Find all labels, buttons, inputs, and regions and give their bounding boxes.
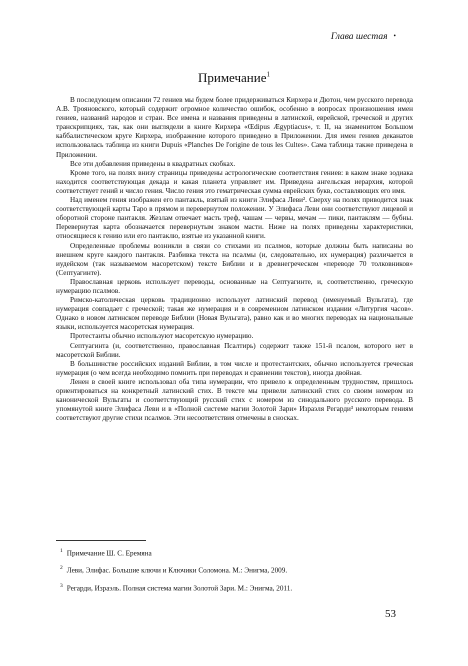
page-number: 53 bbox=[385, 608, 396, 620]
footnote-mark: 2 bbox=[60, 565, 63, 572]
paragraph-11: Ленен в своей книге использовал оба типа нумерации, что привело к определенным трудностям, пришлось ориентироваться на конкретный латинский стих. В тексте мы привели латинский стих со своим номером из канонической Вульгаты и соответствующий русский стих с номером из синодального русского перевода. В упомянутой книге Элифаса Леви и в «Полной системе магии Золотой Зари» Израэля Регарди³ некоторым гениям соответствуют другие стихи псалмов. Эти несоответствия отмечены в сносках. bbox=[56, 377, 413, 423]
footnote-3 bbox=[60, 582, 413, 593]
footnote-rule bbox=[56, 540, 146, 541]
footnote-mark: 1 bbox=[60, 548, 63, 554]
paragraph-2: Все эти добавления приведены в квадратных скобках. bbox=[70, 159, 236, 168]
section-title bbox=[0, 70, 468, 86]
footnote-2 bbox=[60, 564, 413, 575]
footnote-1 bbox=[60, 547, 413, 558]
footnote-text: Регарди, Израэль. Полная система магии Золотой Зари. М.: Энигма, 2011. bbox=[66, 584, 293, 593]
section-title-text: Примечание bbox=[197, 70, 267, 85]
running-head bbox=[331, 32, 396, 42]
footnotes bbox=[56, 547, 413, 599]
paragraph-6: Православная церковь использует переводы, основанные на Септуагинте, и, соответственно, греческую нумерацию псалмов. bbox=[56, 277, 413, 295]
paragraph-3: Кроме того, на полях внизу страницы приведены астрологические соответствия гениев: в каком знаке зодиака находится соответствующая декада и какая планета управляет им. Приведена ангельская иерархия, которой соответствует гений и число гения. Число гения это гематрическая сумма еврейских букв, составляющих его имя. bbox=[56, 168, 413, 195]
paragraph-9: Септуагинта (и, соответственно, православная Псалтирь) содержит также 151-й псалом, которого нет в масоретской Библии. bbox=[56, 341, 413, 359]
footnote-text: Примечание Ш. С. Еремяна bbox=[66, 549, 152, 558]
running-head-bullet: • bbox=[393, 32, 396, 40]
paragraph-7: Римско-католическая церковь традиционно использует латинский перевод (именуемый Вульгата), где нумерация совпадает с греческой; такая же нумерация и в современном латинском издании «Литургия часов». Однако в новом латинском переводе Библии (Новая Вульгата), равно как и во многих переводах на национальные языки, используется масоретская нумерация. bbox=[56, 296, 413, 332]
paragraph-8: Протестанты обычно используют масоретскую нумерацию. bbox=[70, 332, 254, 341]
body-text bbox=[56, 96, 413, 423]
paragraph-10: В большинстве российских изданий Библии, в том числе и протестантских, обычно используется греческая нумерация (о чем всегда необходимо помнить при переводах и сравнении текстов), иногда двойная. bbox=[56, 359, 413, 377]
paragraph-5: Определенные проблемы возникли в связи со стихами из псалмов, которые должны быть написаны во внешнем круге каждого пантакля. Разбивка текста на псалмы (и, следовательно, их нумерация) различается в иудейском (так называемом масоретском) тексте Библии и в древнегреческом «переводе 70 толковников» (Септуагинте). bbox=[56, 241, 413, 277]
running-head-title: Глава шестая bbox=[330, 32, 388, 42]
footnote-mark: 3 bbox=[60, 582, 63, 589]
paragraph-1: В последующем описании 72 гениев мы будем более придерживаться Кирхера и Дютон, чем русского перевода А.В. Трояновского, который содержит огромное количество ошибок, особенно в вопросах произношения имен гениев, названий народов и стран. Все имена и названия приведены в латинской, еврейской, греческой и других транскрипциях, так, как они выглядели в книге Кирхера «Œdipus Ægyptiacus», т. II, на знаменитом Большом каббалистическом круге Кирхера, изображение которого приведено в Приложении. Для имен гениев деканатов использовалась таблица из книги Dupuis «Planches De l'origine de tous les Cultes». Сама таблица также приведена в Приложении. bbox=[56, 96, 413, 159]
paragraph-4: Над именем гения изображен его пантакль, взятый из книги Элифаса Леви². Сверху на полях приводится знак соответствующей карты Таро в прямом и перевернутом положении. У Элифаса Леви они соответствуют лицевой и оборотной стороне пантакля. Жезлам отвечает масть треф, чашам — червы, мечам — пики, пантаклям — бубны. Перевернутая карта обозначается перевернутым знаком масти. Ниже на полях приведены характеристики, относящиеся к гению или его пантаклю, взятые из указанной книги. bbox=[56, 196, 413, 241]
section-title-footnote-mark: 1 bbox=[266, 70, 270, 79]
footnote-text: Леви, Элифас. Большие ключи и Ключики Соломона. М.: Энигма, 2009. bbox=[66, 566, 288, 575]
